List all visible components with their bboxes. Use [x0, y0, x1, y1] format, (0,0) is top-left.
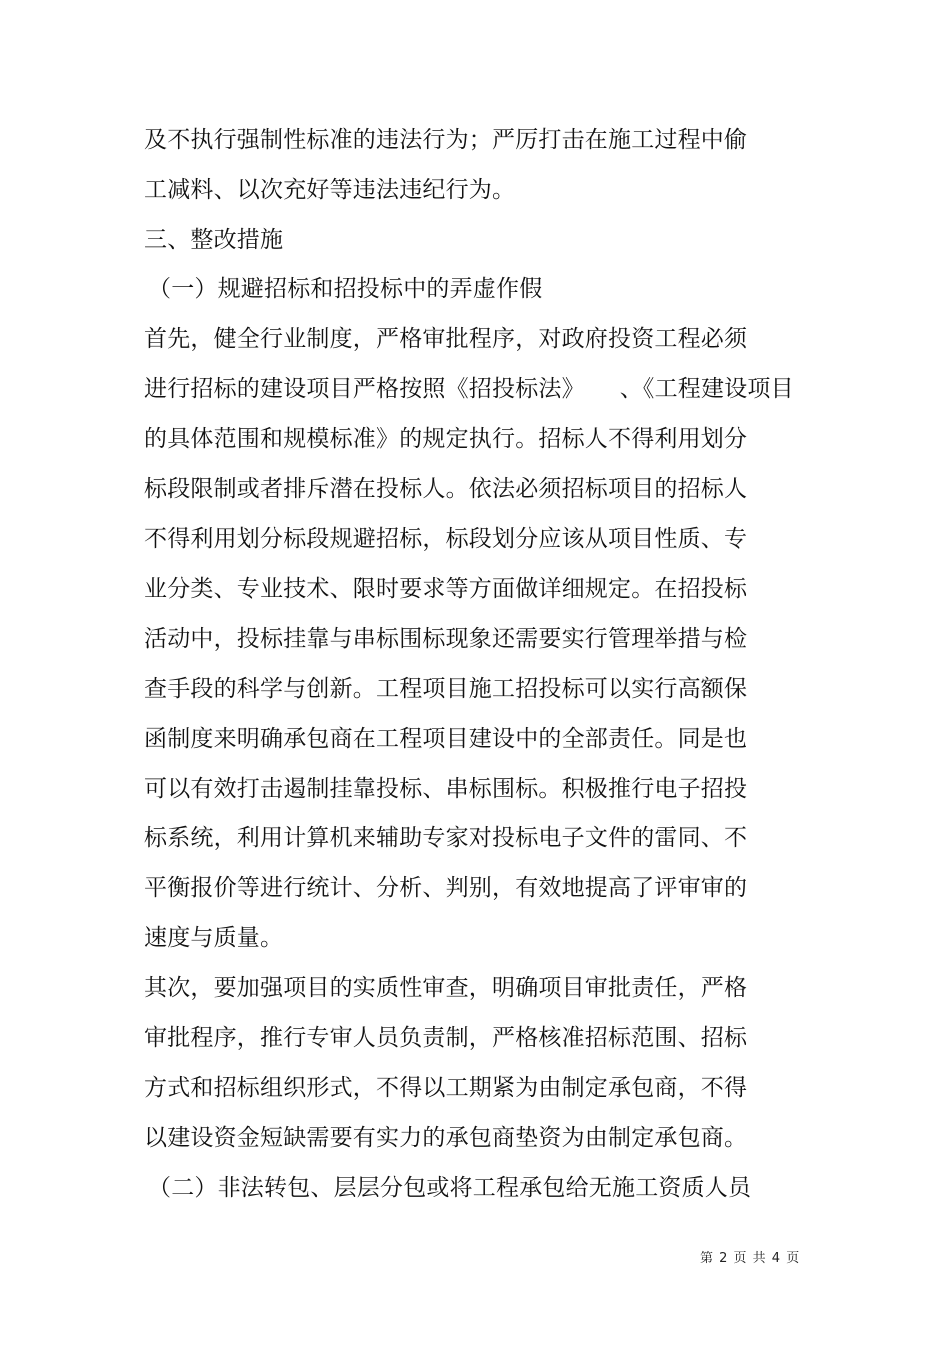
page-number: 第 2 页 共 4 页 — [700, 1251, 801, 1266]
section-heading: 三、整改措施 — [144, 227, 284, 253]
text-line: 标段限制或者排斥潜在投标人。依法必须招标项目的招标人 — [144, 476, 748, 502]
text-line: 审批程序，推行专审人员负责制，严格核准招标范围、招标 — [144, 1025, 748, 1051]
text-line: 可以有效打击遏制挂靠投标、串标围标。积极推行电子招投 — [144, 776, 748, 802]
text-line: 其次，要加强项目的实质性审查，明确项目审批责任，严格 — [144, 975, 748, 1001]
text-line: 及不执行强制性标准的违法行为；严厉打击在施工过程中偷 — [144, 127, 748, 153]
text-line: 以建设资金短缺需要有实力的承包商垫资为由制定承包商。 — [144, 1125, 748, 1151]
text-line: 首先，健全行业制度，严格审批程序，对政府投资工程必须 — [144, 326, 748, 352]
text-line: 工减料、以次充好等违法违纪行为。 — [144, 177, 516, 203]
text-line: 活动中，投标挂靠与串标围标现象还需要实行管理举措与检 — [144, 626, 748, 652]
text-line: 业分类、专业技术、限时要求等方面做详细规定。在招投标 — [144, 576, 748, 602]
text-line: 标系统，利用计算机来辅助专家对投标电子文件的雷同、不 — [144, 825, 748, 851]
text-line: 查手段的科学与创新。工程项目施工招投标可以实行高额保 — [144, 676, 748, 702]
text-line: 方式和招标组织形式，不得以工期紧为由制定承包商，不得 — [144, 1075, 748, 1101]
text-line: 函制度来明确承包商在工程项目建设中的全部责任。同是也 — [144, 726, 748, 752]
text-line: 不得利用划分标段规避招标，标段划分应该从项目性质、专 — [144, 526, 748, 552]
text-line: 速度与质量。 — [144, 925, 284, 951]
text-line: 平衡报价等进行统计、分析、判别，有效地提高了评审审的 — [144, 875, 748, 901]
text-line: 的具体范围和规模标准》的规定执行。招标人不得利用划分 — [144, 426, 748, 452]
text-line: 进行招标的建设项目严格按照《招投标法》 、《工程建设项目 — [144, 376, 794, 402]
subsection-heading: （一）规避招标和招投标中的弄虚作假 — [148, 276, 543, 302]
subsection-heading: （二）非法转包、层层分包或将工程承包给无施工资质人员 — [148, 1175, 752, 1201]
